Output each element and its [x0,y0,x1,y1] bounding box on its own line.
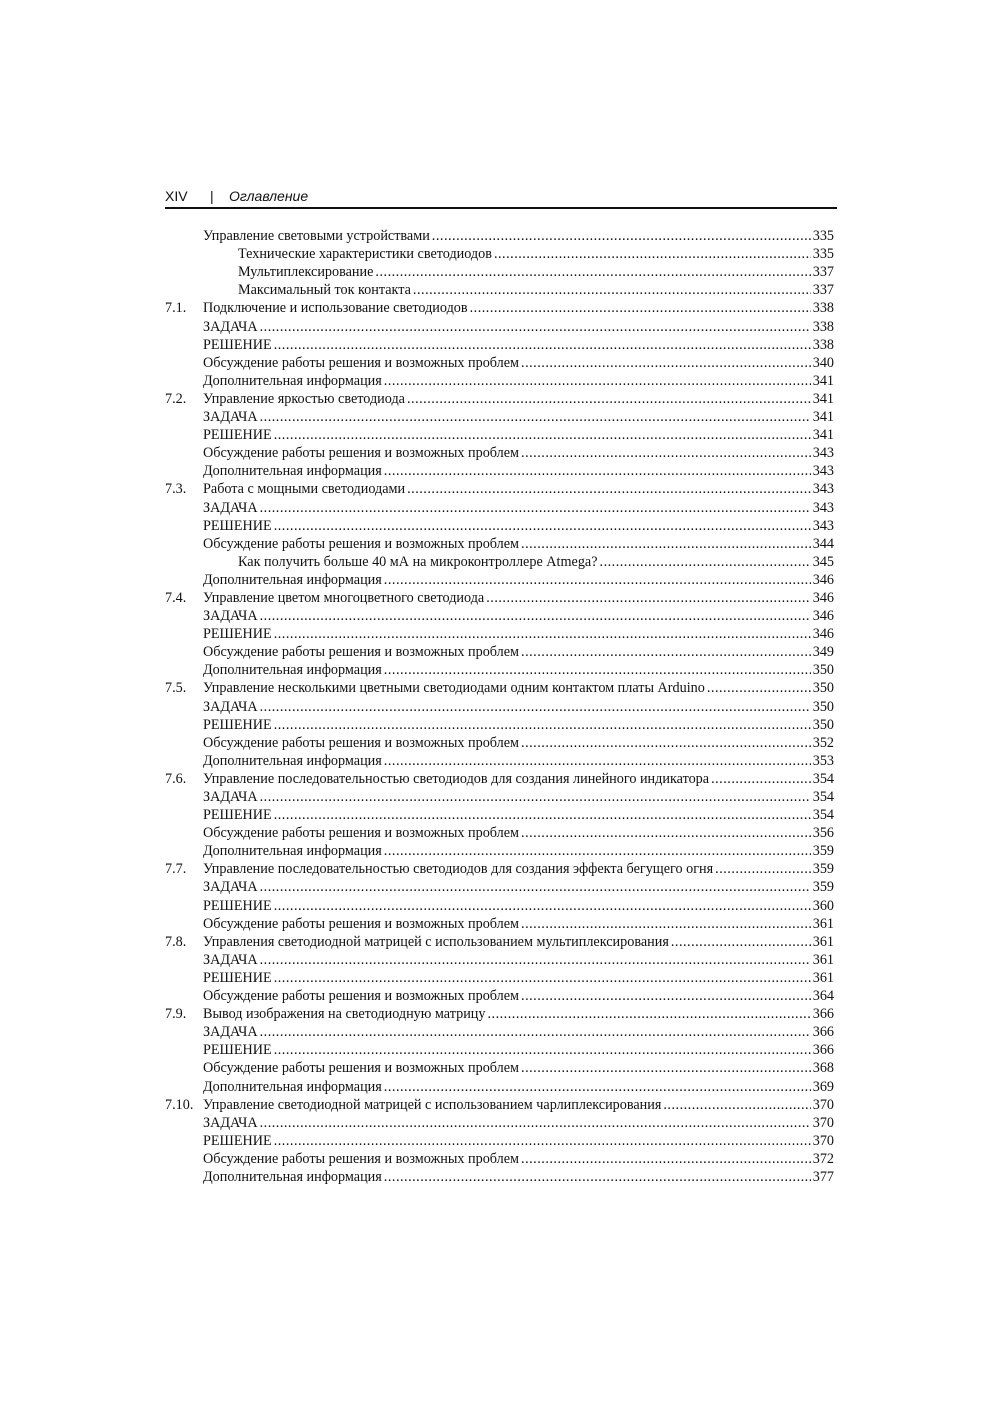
toc-entry-label: Дополнительная информация [203,1168,382,1185]
toc-page-number: 361 [812,951,834,968]
table-of-contents [165,227,834,1186]
toc-entry [165,1150,834,1168]
toc-page-number: 353 [812,752,834,769]
toc-entry [165,480,834,498]
toc-page-number: 361 [812,933,834,950]
toc-chapter-number: 7.8. [165,933,187,950]
toc-entry-label: Управление яркостью светодиода [203,390,405,407]
toc-chapter-number: 7.1. [165,300,187,317]
toc-entry-label: ЗАДАЧА [203,879,258,896]
toc-entry-label: Управление несколькими цветными светодиодами одним контактом платы Arduino [203,680,705,697]
toc-entry [165,535,834,553]
toc-entry-label: Подключение и использование светодиодов [203,300,468,317]
toc-entry-label: РЕШЕНИЕ [203,427,272,444]
toc-entry [165,1023,834,1041]
toc-page-number: 370 [812,1114,834,1131]
toc-leader-dots [432,227,811,245]
toc-page-number: 361 [812,969,834,986]
toc-entry [165,842,834,860]
toc-leader-dots [521,354,811,372]
toc-leader-dots [407,390,811,408]
toc-entry [165,806,834,824]
toc-entry-label: Обсуждение работы решения и возможных проблем [203,915,520,932]
toc-entry [165,1132,834,1150]
toc-page-number: 350 [812,680,834,697]
toc-page-number: 359 [812,861,834,878]
toc-entry [165,697,834,715]
toc-leader-dots [260,698,811,716]
toc-leader-dots [274,1132,811,1150]
toc-entry [165,734,834,752]
toc-leader-dots [384,752,811,770]
toc-entry [165,426,834,444]
toc-entry [165,317,834,335]
toc-entry-label: ЗАДАЧА [203,698,258,715]
toc-entry-label: Работа с мощными светодиодами [203,481,406,498]
toc-entry [165,878,834,896]
toc-page-number: 359 [812,879,834,896]
toc-entry [165,1077,834,1095]
toc-leader-dots [384,462,811,480]
toc-leader-dots [384,1168,811,1186]
toc-entry-label: Управление цветом многоцветного светодиода [203,589,485,606]
toc-leader-dots [260,1023,811,1041]
toc-page-number: 346 [812,589,834,606]
toc-page-number: 354 [812,770,834,787]
toc-entry-label: ЗАДАЧА [203,409,258,426]
toc-entry [165,462,834,480]
toc-page-number: 356 [812,825,834,842]
toc-leader-dots [521,643,811,661]
toc-entry-label: РЕШЕНИЕ [203,1042,272,1059]
toc-entry-label: РЕШЕНИЕ [203,517,272,534]
toc-leader-dots [521,1150,811,1168]
toc-entry-label: Обсуждение работы решения и возможных проблем [203,988,520,1005]
toc-page-number: 350 [812,716,834,733]
toc-leader-dots [260,788,811,806]
toc-page-number: 337 [812,282,834,299]
toc-entry-label: Дополнительная информация [203,1078,382,1095]
toc-leader-dots [521,915,811,933]
toc-leader-dots [274,1041,811,1059]
toc-entry-label: ЗАДАЧА [203,608,258,625]
toc-leader-dots [274,517,811,535]
toc-leader-dots [274,336,811,354]
toc-page-number: 369 [812,1078,834,1095]
toc-entry [165,643,834,661]
toc-entry [165,1114,834,1132]
toc-entry-label: Управления светодиодной матрицей с использованием мультиплексирования [203,933,669,950]
toc-entry [165,299,834,317]
toc-page-number: 361 [812,915,834,932]
toc-page-number: 366 [812,1006,834,1023]
toc-page-number: 337 [812,264,834,281]
toc-chapter-number: 7.3. [165,481,187,498]
toc-entry-label: Обсуждение работы решения и возможных проблем [203,445,520,462]
toc-entry-label: Обсуждение работы решения и возможных проблем [203,825,520,842]
toc-page-number: 354 [812,807,834,824]
toc-chapter-number: 7.10. [165,1096,194,1113]
toc-page-number: 346 [812,608,834,625]
running-title: Оглавление [229,188,309,204]
toc-entry-label: РЕШЕНИЕ [203,1132,272,1149]
toc-page-number: 344 [812,535,834,552]
toc-entry [165,933,834,951]
toc-leader-dots [470,299,811,317]
toc-page-number: 366 [812,1024,834,1041]
toc-leader-dots [260,318,811,336]
toc-entry [165,245,834,263]
toc-entry-label: РЕШЕНИЕ [203,626,272,643]
page-header [165,187,837,209]
toc-entry [165,1096,834,1114]
toc-entry [165,390,834,408]
toc-leader-dots [274,969,811,987]
toc-entry [165,408,834,426]
toc-page-number: 359 [812,843,834,860]
toc-entry [165,915,834,933]
toc-entry-label: Максимальный ток контакта [238,282,411,299]
toc-page-number: 364 [812,988,834,1005]
toc-entry-label: Дополнительная информация [203,372,382,389]
toc-entry [165,752,834,770]
toc-page-number: 370 [812,1096,834,1113]
toc-entry-label: Обсуждение работы решения и возможных проблем [203,1060,520,1077]
toc-entry-label: Вывод изображения на светодиодную матрицу [203,1006,486,1023]
toc-entry-label: ЗАДАЧА [203,1114,258,1131]
toc-page-number: 343 [812,463,834,480]
toc-leader-dots [521,535,811,553]
toc-leader-dots [521,734,811,752]
toc-entry-label: Управление светодиодной матрицей с использованием чарлиплексирования [203,1096,662,1113]
toc-chapter-number: 7.2. [165,390,187,407]
toc-page-number: 341 [812,372,834,389]
toc-page-number: 341 [812,409,834,426]
toc-entry [165,896,834,914]
toc-page-number: 338 [812,336,834,353]
toc-entry [165,263,834,281]
toc-leader-dots [384,1078,811,1096]
toc-chapter-number: 7.5. [165,680,187,697]
toc-entry [165,589,834,607]
toc-chapter-number: 7.7. [165,861,187,878]
toc-leader-dots [715,860,811,878]
toc-leader-dots [260,499,811,517]
toc-page-number: 349 [812,644,834,661]
toc-leader-dots [521,444,811,462]
toc-page-number: 338 [812,318,834,335]
toc-entry [165,969,834,987]
toc-page-number: 350 [812,662,834,679]
toc-leader-dots [260,408,811,426]
toc-entry-label: ЗАДАЧА [203,1024,258,1041]
toc-entry-label: Обсуждение работы решения и возможных проблем [203,1150,520,1167]
toc-entry-label: Обсуждение работы решения и возможных проблем [203,354,520,371]
toc-leader-dots [711,770,811,788]
toc-entry [165,227,834,245]
toc-entry-label: Обсуждение работы решения и возможных проблем [203,644,520,661]
toc-entry-label: РЕШЕНИЕ [203,807,272,824]
page-number: XIV [165,188,188,204]
toc-entry-label: Технические характеристики светодиодов [238,246,492,263]
toc-entry [165,553,834,571]
toc-chapter-number: 7.6. [165,770,187,787]
toc-entry [165,1059,834,1077]
toc-entry [165,987,834,1005]
toc-leader-dots [274,426,811,444]
toc-chapter-number: 7.9. [165,1006,187,1023]
toc-page-number: 350 [812,698,834,715]
toc-page-number: 372 [812,1150,834,1167]
toc-page-number: 346 [812,626,834,643]
toc-leader-dots [260,951,811,969]
toc-entry [165,336,834,354]
toc-entry [165,661,834,679]
toc-entry-label: Дополнительная информация [203,662,382,679]
toc-entry [165,716,834,734]
toc-entry-label: Управление последовательностью светодиодов для создания линейного индикатора [203,770,710,787]
toc-entry [165,571,834,589]
toc-entry [165,770,834,788]
toc-page-number: 370 [812,1132,834,1149]
toc-leader-dots [707,679,811,697]
toc-entry [165,824,834,842]
toc-page-number: 341 [812,390,834,407]
toc-page-number: 335 [812,228,834,245]
toc-leader-dots [486,589,811,607]
toc-page-number: 360 [812,897,834,914]
toc-entry [165,444,834,462]
toc-entry-label: Дополнительная информация [203,752,382,769]
toc-leader-dots [260,607,811,625]
toc-leader-dots [384,661,811,679]
toc-page-number: 341 [812,427,834,444]
toc-entry [165,354,834,372]
toc-entry [165,860,834,878]
header-separator: | [210,188,214,204]
toc-entry [165,625,834,643]
toc-leader-dots [260,878,811,896]
toc-entry-label: Управление последовательностью светодиодов для создания эффекта бегущего огня [203,861,714,878]
toc-entry [165,951,834,969]
toc-entry [165,1041,834,1059]
toc-leader-dots [274,625,811,643]
toc-page-number: 343 [812,499,834,516]
toc-entry [165,679,834,697]
toc-page-number: 377 [812,1168,834,1185]
toc-page-number: 343 [812,517,834,534]
toc-leader-dots [274,716,811,734]
toc-entry-label: ЗАДАЧА [203,789,258,805]
toc-entry-label: Обсуждение работы решения и возможных проблем [203,535,520,552]
toc-entry [165,372,834,390]
toc-entry-label: Как получить больше 40 мА на микроконтроллере Atmega? [238,553,598,570]
toc-leader-dots [384,842,811,860]
toc-page-number: 346 [812,571,834,588]
toc-leader-dots [274,806,811,824]
toc-leader-dots [600,553,811,571]
toc-leader-dots [384,372,811,390]
toc-leader-dots [407,480,811,498]
toc-leader-dots [375,263,810,281]
toc-page-number: 352 [812,734,834,751]
toc-entry [165,607,834,625]
toc-entry-label: РЕШЕНИЕ [203,897,272,914]
toc-page-number: 345 [812,553,834,570]
toc-entry-label: ЗАДАЧА [203,951,258,968]
toc-entry-label: Дополнительная информация [203,463,382,480]
toc-page-number: 343 [812,445,834,462]
toc-leader-dots [384,571,811,589]
toc-leader-dots [663,1096,810,1114]
toc-leader-dots [521,1059,811,1077]
toc-page-number: 366 [812,1042,834,1059]
toc-entry-label: Управление световыми устройствами [203,228,430,245]
toc-entry-label: Мультиплексирование [238,264,374,281]
toc-entry-label: Обсуждение работы решения и возможных проблем [203,734,520,751]
toc-page-number: 338 [812,300,834,317]
toc-entry-label: РЕШЕНИЕ [203,716,272,733]
toc-entry [165,517,834,535]
toc-page-number: 354 [812,789,834,805]
toc-page-number: 343 [812,481,834,498]
toc-entry-label: ЗАДАЧА [203,318,258,335]
toc-leader-dots [413,281,811,299]
toc-leader-dots [521,824,811,842]
toc-entry [165,788,834,806]
toc-entry [165,1005,834,1023]
toc-entry-label: Дополнительная информация [203,843,382,860]
toc-chapter-number: 7.4. [165,589,187,606]
toc-leader-dots [494,245,811,263]
toc-leader-dots [487,1005,810,1023]
toc-entry-label: РЕШЕНИЕ [203,336,272,353]
toc-entry [165,498,834,516]
toc-entry-label: РЕШЕНИЕ [203,969,272,986]
toc-leader-dots [274,897,811,915]
toc-entry [165,1168,834,1186]
toc-leader-dots [260,1114,811,1132]
toc-page-number: 335 [812,246,834,263]
toc-entry-label: ЗАДАЧА [203,499,258,516]
toc-leader-dots [671,933,811,951]
toc-page-number: 340 [812,354,834,371]
toc-entry-label: Дополнительная информация [203,571,382,588]
toc-leader-dots [521,987,811,1005]
toc-entry [165,281,834,299]
toc-page-number: 368 [812,1060,834,1077]
